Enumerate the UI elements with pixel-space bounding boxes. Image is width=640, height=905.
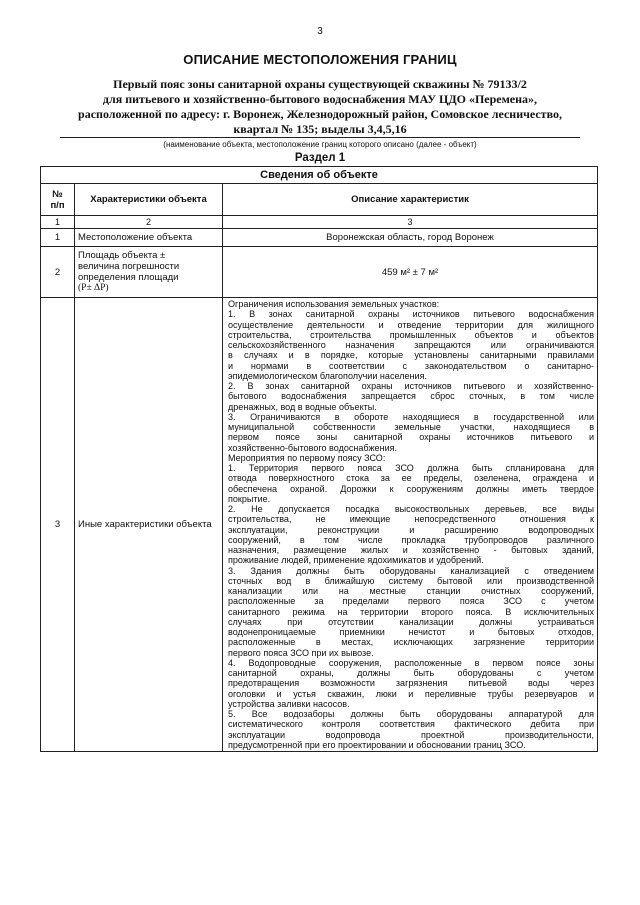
subject-block bbox=[20, 77, 620, 137]
description-line: бытового водоснабжения запрещается сброс сточных, в том числе bbox=[228, 391, 595, 402]
subject-line: для питьевого и хозяйственно-бытового водоснабжения МАУ ЦДО «Перемена», bbox=[102, 92, 538, 106]
description-line: первого пояса ЗСО при их вывозе. bbox=[228, 647, 374, 658]
section-title: Раздел 1 bbox=[294, 152, 346, 164]
description-line: хозяйственно-бытового водоснабжения. bbox=[228, 442, 398, 453]
index-cell: 3 bbox=[223, 216, 598, 229]
description-line: 3. Ограничиваются в обороте находящиеся в государственной или bbox=[228, 411, 595, 422]
row-number: 2 bbox=[41, 247, 75, 298]
area-formula: (P± ΔP) bbox=[78, 283, 109, 293]
description-line: канализации или на местные станции очистных сооружений, bbox=[228, 586, 595, 596]
description-line: дренажных, вод в водные объекты. bbox=[228, 401, 377, 412]
description-line: устройства заливки насосов. bbox=[228, 698, 350, 709]
description-line: 2. Не допускается посадка высокоствольных деревьев, все виды bbox=[228, 504, 595, 514]
row-characteristic bbox=[75, 247, 223, 298]
index-cell: 2 bbox=[75, 216, 223, 229]
description-line: Мероприятия по первому поясу ЗСО: bbox=[228, 452, 386, 463]
document-title: ОПИСАНИЕ МЕСТОПОЛОЖЕНИЯ ГРАНИЦ bbox=[183, 52, 457, 67]
header-num: № п/п bbox=[41, 184, 75, 216]
row-number: 3 bbox=[41, 298, 75, 752]
characteristic-line: определения площади bbox=[78, 272, 179, 283]
row-value: Воронежская область, город Воронеж bbox=[223, 229, 598, 247]
table-row bbox=[41, 247, 598, 298]
description-line: сооружений, в том числе прокладка трубопроводов различного bbox=[228, 534, 595, 545]
subject-caption: (наименование объекта, местоположение границ которого описано (далее - объект) bbox=[163, 140, 477, 149]
description-line: предусмотренной при его проектировании и обосновании границ ЗСО. bbox=[228, 739, 526, 750]
description-line: муниципальной собственности земельные участки, находящиеся в bbox=[228, 422, 595, 432]
description-line: систематического контроля соответствия фактического дебита при bbox=[228, 719, 595, 730]
description-line: 2. В зонах санитарной охраны источников питьевого и хозяйственно- bbox=[228, 381, 595, 391]
description-line: случаях при отсутствии канализации должны устраиваться bbox=[228, 616, 595, 627]
description-line: Ограничения использования земельных участков: bbox=[228, 299, 440, 309]
row-value: 459 м² ± 7 м² bbox=[223, 247, 598, 298]
row-number: 1 bbox=[41, 229, 75, 247]
object-info-table bbox=[40, 166, 598, 752]
header-characteristics: Характеристики объекта bbox=[75, 184, 223, 216]
description-line: водонепроницаемые приемники нечистот и бытовых отходов, bbox=[228, 627, 595, 637]
description-line: санитарного режима на территории второго пояса. В исключительных bbox=[228, 606, 595, 617]
description-line: отвода поверхностного стока за ее пределы, озеленена, ограждена и bbox=[228, 473, 595, 484]
header-description: Описание характеристик bbox=[223, 184, 598, 216]
table-row bbox=[41, 229, 598, 247]
description-line: эксплуатации, реконструкции и расширению водопроводных bbox=[228, 524, 595, 535]
table-title-row bbox=[41, 167, 598, 184]
description-line: расположенные в местах, исключающих загрязнение территории bbox=[228, 637, 595, 648]
table-row bbox=[41, 298, 598, 752]
characteristic-line: величина погрешности bbox=[78, 261, 180, 272]
description-line: назначения, размещение жилых и хозяйственно - бытовых зданий, bbox=[228, 545, 595, 555]
description-line: предотвращения возможности загрязнения питьевой воды через bbox=[228, 678, 595, 689]
description-line: 4. Водопроводные сооружения, расположенные в первом поясе зоны bbox=[228, 657, 595, 668]
description-line: эксплуатации водопровода проектной производительности, bbox=[228, 729, 595, 740]
subject-line: квартал № 135; выделы 3,4,5,16 bbox=[233, 122, 407, 136]
description-line: сельскохозяйственного назначения запрещаются или ограничиваются bbox=[228, 340, 595, 350]
description-line: проживание людей, применение ядохимикатов и удобрений. bbox=[228, 555, 484, 566]
subject-underline bbox=[60, 137, 580, 138]
description-line: санитарной охраны, должны быть оборудованы с учетом bbox=[228, 668, 595, 678]
description-line: 1. В зонах санитарной охраны источников питьевого водоснабжения bbox=[228, 309, 595, 320]
other-characteristics-description bbox=[223, 298, 598, 752]
description-line: осуществление деятельности и отведение территории для жилищного bbox=[228, 319, 595, 330]
row-characteristic: Местоположение объекта bbox=[75, 229, 223, 247]
description-line: 5. Все водозаборы должны быть оборудованы аппаратурой для bbox=[228, 709, 595, 719]
description-line: расположенные за пределами первого пояса ЗСО с учетом bbox=[228, 596, 595, 607]
characteristic-line: Площадь объекта ± bbox=[78, 250, 166, 261]
description-line: 1. Территория первого пояса ЗСО должна быть спланирована для bbox=[228, 463, 595, 473]
description-line: 3. Здания должны быть оборудованы канализацией с отведением bbox=[228, 565, 595, 576]
table-title: Сведения об объекте bbox=[41, 167, 598, 184]
description-line: первом поясе зоны санитарной охраны источников питьевого и bbox=[228, 432, 595, 443]
description-line: строительства, не имеющие непосредственного отношения к bbox=[228, 514, 595, 525]
description-line: строительства, строительства промышленных объектов и объектов bbox=[228, 329, 595, 340]
description-line: обеспечена охраной. Дорожки к сооружениям должны иметь твердое bbox=[228, 483, 595, 494]
description-line: в случаях и в порядке, которые установлены санитарными правилами bbox=[228, 350, 595, 361]
description-line: оголовки и устья скважин, люки и переливные трубы резервуаров и bbox=[228, 688, 595, 699]
description-line: эпидемиологическом благополучии населения. bbox=[228, 370, 427, 381]
description-line: сточных вод в ближайшую систему бытовой или производственной bbox=[228, 575, 595, 586]
header-row bbox=[41, 184, 598, 216]
description-line: и нормами в соответствии с законодательством о санитарно- bbox=[228, 360, 595, 371]
index-cell: 1 bbox=[41, 216, 75, 229]
page-number: 3 bbox=[317, 26, 323, 37]
subject-line: расположенной по адресу: г. Воронеж, Железнодорожный район, Сомовское лесничество, bbox=[78, 107, 562, 121]
row-characteristic: Иные характеристики объекта bbox=[75, 298, 223, 752]
index-row bbox=[41, 216, 598, 229]
subject-line: Первый пояс зоны санитарной охраны существующей скважины № 79133/2 bbox=[113, 77, 527, 91]
description-line: покрытие. bbox=[228, 493, 271, 504]
